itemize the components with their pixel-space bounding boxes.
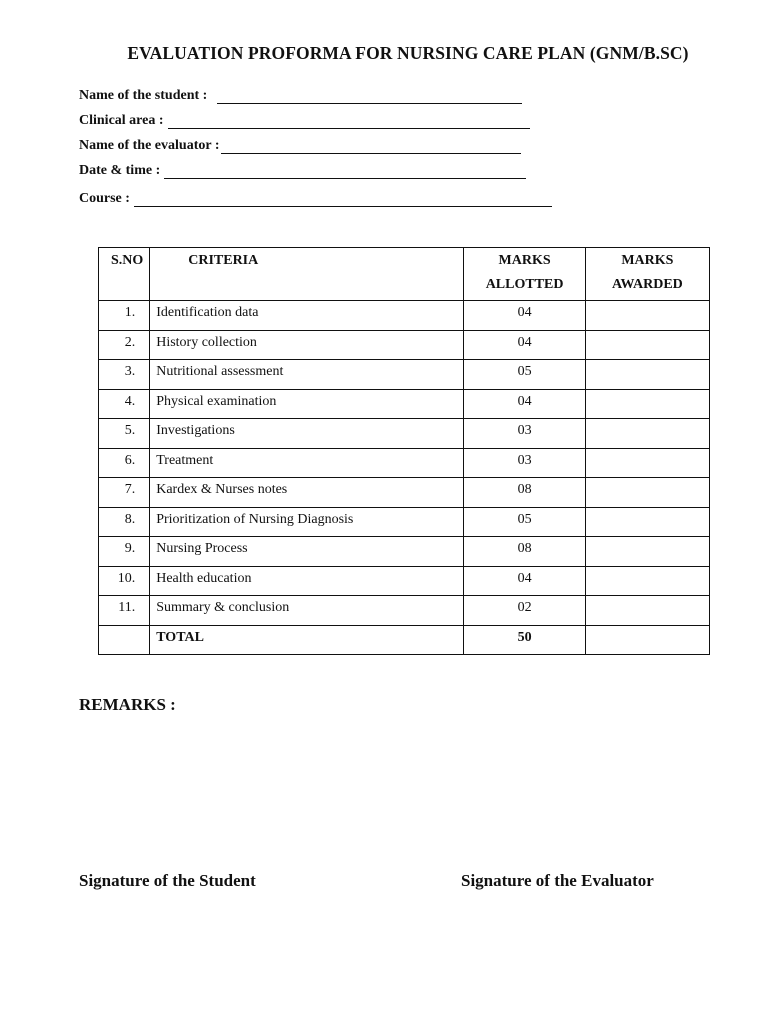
header-allotted-line2: ALLOTTED <box>485 277 564 292</box>
total-allotted: 50 <box>464 625 585 655</box>
row-sno: 6. <box>99 448 150 478</box>
row-awarded-cell[interactable] <box>585 478 709 508</box>
header-criteria: CRITERIA <box>150 248 464 301</box>
row-sno: 10. <box>99 566 150 596</box>
row-criteria: Identification data <box>150 301 464 331</box>
row-allotted: 08 <box>464 537 585 567</box>
row-awarded-cell[interactable] <box>585 419 709 449</box>
clinical-area-line[interactable] <box>168 114 530 129</box>
header-marks-allotted <box>464 248 585 301</box>
row-allotted: 05 <box>464 507 585 537</box>
table-row <box>99 537 710 567</box>
evaluator-name-label: Name of the evaluator : <box>79 138 220 153</box>
evaluator-name-field <box>79 138 521 154</box>
table-row <box>99 330 710 360</box>
row-criteria: Health education <box>150 566 464 596</box>
row-criteria: Investigations <box>150 419 464 449</box>
table-row <box>99 419 710 449</box>
table-row <box>99 360 710 390</box>
row-criteria: Prioritization of Nursing Diagnosis <box>150 507 464 537</box>
course-line[interactable] <box>134 192 552 207</box>
table-row <box>99 566 710 596</box>
row-sno: 4. <box>99 389 150 419</box>
header-awarded-line1: MARKS <box>621 253 674 268</box>
row-allotted: 04 <box>464 389 585 419</box>
row-sno: 5. <box>99 419 150 449</box>
row-sno: 9. <box>99 537 150 567</box>
student-name-label: Name of the student : <box>79 88 208 103</box>
row-allotted: 05 <box>464 360 585 390</box>
header-sno: S.NO <box>99 248 150 301</box>
student-signature-label: Signature of the Student <box>79 871 256 890</box>
student-name-line[interactable] <box>217 89 522 104</box>
row-sno: 11. <box>99 596 150 626</box>
table-header-row <box>99 248 710 301</box>
table-row <box>99 301 710 331</box>
row-awarded-cell[interactable] <box>585 596 709 626</box>
date-time-label: Date & time : <box>79 163 161 178</box>
total-row <box>99 625 710 655</box>
row-allotted: 03 <box>464 419 585 449</box>
header-awarded-line2: AWARDED <box>612 277 683 292</box>
date-time-line[interactable] <box>164 164 526 179</box>
total-label: TOTAL <box>150 625 464 655</box>
evaluator-name-line[interactable] <box>221 139 521 154</box>
row-criteria: Summary & conclusion <box>150 596 464 626</box>
row-sno: 1. <box>99 301 150 331</box>
page-title: EVALUATION PROFORMA FOR NURSING CARE PLAN (GNM/B.SC) <box>127 43 689 63</box>
header-allotted-line1: MARKS <box>498 253 551 268</box>
row-criteria: Kardex & Nurses notes <box>150 478 464 508</box>
header-marks-awarded <box>585 248 709 301</box>
row-awarded-cell[interactable] <box>585 448 709 478</box>
row-allotted: 04 <box>464 566 585 596</box>
remarks-label: REMARKS : <box>79 695 176 714</box>
course-label: Course : <box>79 191 130 206</box>
row-criteria: Nursing Process <box>150 537 464 567</box>
date-time-field <box>79 163 526 179</box>
table-row <box>99 596 710 626</box>
row-criteria: Nutritional assessment <box>150 360 464 390</box>
row-awarded-cell[interactable] <box>585 301 709 331</box>
row-awarded-cell[interactable] <box>585 566 709 596</box>
row-sno: 3. <box>99 360 150 390</box>
total-awarded-cell[interactable] <box>585 625 709 655</box>
row-allotted: 04 <box>464 301 585 331</box>
row-awarded-cell[interactable] <box>585 507 709 537</box>
row-allotted: 04 <box>464 330 585 360</box>
student-name-field <box>79 88 522 104</box>
evaluation-table <box>98 247 710 655</box>
row-awarded-cell[interactable] <box>585 330 709 360</box>
row-allotted: 02 <box>464 596 585 626</box>
table-row <box>99 507 710 537</box>
clinical-area-field <box>79 113 530 129</box>
row-criteria: History collection <box>150 330 464 360</box>
row-sno: 7. <box>99 478 150 508</box>
row-sno: 8. <box>99 507 150 537</box>
clinical-area-label: Clinical area : <box>79 113 164 128</box>
total-sno-empty <box>99 625 150 655</box>
row-criteria: Treatment <box>150 448 464 478</box>
evaluator-signature-label: Signature of the Evaluator <box>461 871 654 890</box>
row-awarded-cell[interactable] <box>585 360 709 390</box>
row-awarded-cell[interactable] <box>585 389 709 419</box>
row-sno: 2. <box>99 330 150 360</box>
row-criteria: Physical examination <box>150 389 464 419</box>
table-row <box>99 389 710 419</box>
row-allotted: 03 <box>464 448 585 478</box>
table-row <box>99 478 710 508</box>
table-row <box>99 448 710 478</box>
row-allotted: 08 <box>464 478 585 508</box>
course-field <box>79 191 552 207</box>
row-awarded-cell[interactable] <box>585 537 709 567</box>
